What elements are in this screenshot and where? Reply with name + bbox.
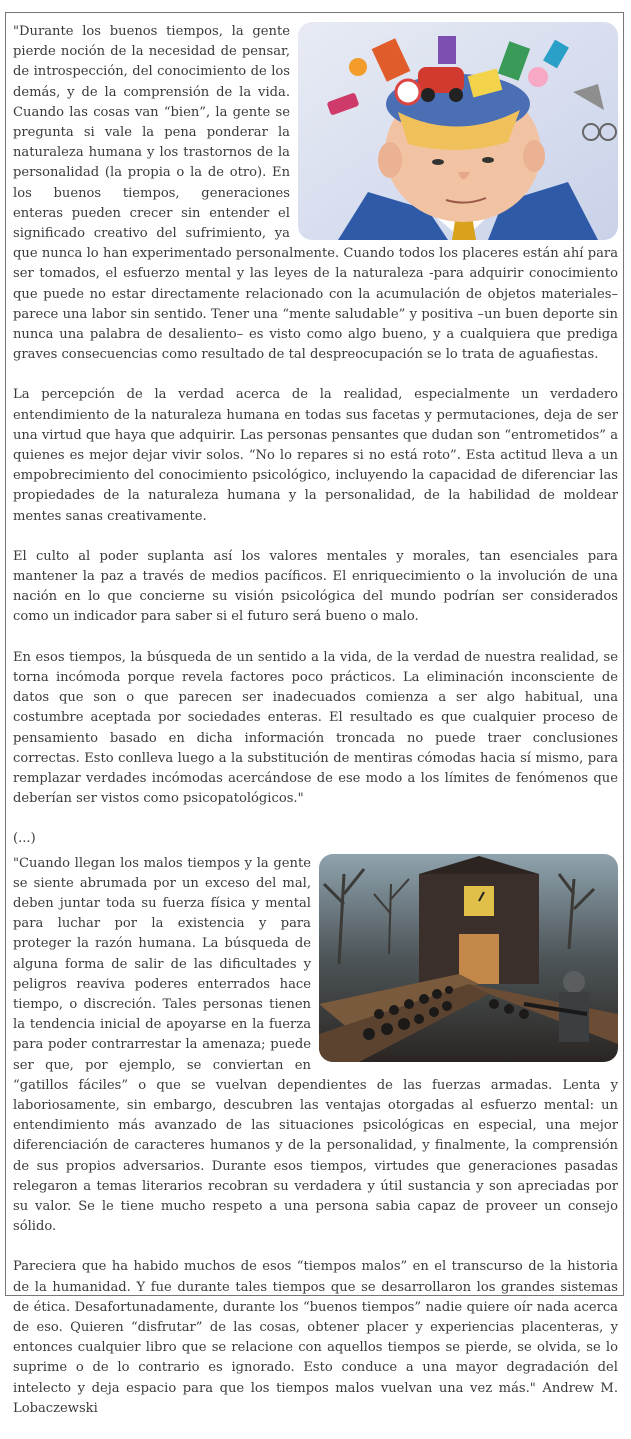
paragraph-5: "Cuando llegan los malos tiempos y la gente se siente abrumada por un exceso del mal, deben juntar toda su fuerza física y mental para luchar por la existencia y para proteger la razón humana. La búsqueda de alguna forma de salir de las dificultades y peligros reaviva poderes enterrados hace tiempo, o discreción. Tales personas tienen la tendencia inicial de apoyarse en la fuerza para poder contrarrestar la amenaza; puede ser que, por ejemplo, se conviertan en “gatillos fáciles” o que se vuelvan dependientes de las fuerzas armadas. Lenta y laboriosamente, sin embargo, descubren las ventajas otorgadas al esfuerzo mental: un entendimiento más avanzado de las situaciones psicológicas en especial, una mejor diferenciación de caracteres humanos y de la personalidad, y finalmente, la comprensión de sus propios adversarios. Durante esos tiempos, virtudes que generaciones pasadas relegaron a temas literarios recobran su verdadera y útil sustancia y son apreciadas por su valor. Se le tiene mucho respeto a una persona sabia capaz de proveer un consejo sólido. xyxy=(13,855,618,1235)
paragraph-1: "Durante los buenos tiempos, la gente pierde noción de la necesidad de pensar, de introspección, del conocimiento de los demás, y de la comprensión de la vida. Cuando las cosas van “bien”, la gente se pregunta si vale la pena ponderar la naturaleza humana y los trastornos de la personalidad (la propia o la de otro). En los buenos tiempos, generaciones enteras pueden crecer sin entender el significado creativo del sufrimiento, ya que nunca lo han experimentado personalmente. Cuando todos los placeres están ahí para ser tomados, el esfuerzo mental y las leyes de la naturaleza -para adquirir conocimiento que puede no estar directamente relacionado con la acumulación de objetos materiales– parece una labor sin sentido. Tener una “mente saludable” y positiva –un buen deporte sin nunca una palabra de desaliento– es visto como algo bueno, y a cualquiera que prediga graves consecuencias como resultado de tal despreocupación se lo trata de aguafiestas. xyxy=(13,24,618,363)
consumerism-head-illustration xyxy=(298,22,618,240)
article-frame xyxy=(5,12,624,1416)
paragraph-4: En esos tiempos, la búsqueda de un sentido a la vida, de la verdad de nuestra realidad, se torna incómoda porque revela factores poco prácticos. La eliminación inconsciente de datos que son o que parecen ser inadecuados comienza a ser algo habitual, una costumbre aceptada por sociedades enteras. El resultado es que cualquier proceso de pensamiento basado en dicha información troncada no puede traer conclusiones correctas. Esto conlleva luego a la substitución de mentiras cómodas hacia sí mismo, para remplazar verdades incómodas acercándose de ese modo a los límites de fenómenos que deberían ser vistos como psicopatológicos." xyxy=(13,649,618,807)
omission-mark: (...) xyxy=(13,831,36,847)
paragraph-3: El culto al poder suplanta así los valores mentales y morales, tan esenciales para mantener la paz a través de medios pacíficos. El enriquecimiento o la involución de una nación en lo que concierne su visión psicológica del mundo podrían ser considerados como un indicador para saber si el futuro será bueno o malo. xyxy=(13,548,618,625)
article-body xyxy=(13,22,618,1439)
paragraph-2: La percepción de la verdad acerca de la realidad, especialmente un verdadero entendimiento de la naturaleza humana en todas sus facetas y permutaciones, deja de ser una virtud que haya que adquirir. Las personas pensantes que dudan son “entrometidos” a quienes es mejor dejar vivir solos. “No lo repares si no está roto”. Esta actitud lleva a un empobrecimiento del conocimiento psicológico, incluyendo la capacidad de diferenciar las propiedades de la naturaleza humana y la personalidad, de la habilidad de moldear mentes sanas creativamente. xyxy=(13,387,618,524)
paragraph-6: Pareciera que ha habido muchos de esos “tiempos malos” en el transcurso de la historia de la humanidad. Y fue durante tales tiempos que se desarrollaron los grandes sistemas de ética. Desafortunadamente, durante los “buenos tiempos” nadie quiere oír nada acerca de eso. Quieren “disfrutar” de las cosas, obtener placer y experiencias placenteras, y entonces cualquier libro que se relacione con aquellos tiempos se pierde, se olvida, se lo suprime o de lo contrario es ignorado. Esto conduce a una mayor degradación del intelecto y deja espacio para que los tiempos malos vuelvan una vez más." Andrew M. Lobaczewski xyxy=(13,1259,618,1416)
crowd-dystopia-painting xyxy=(319,854,618,1062)
